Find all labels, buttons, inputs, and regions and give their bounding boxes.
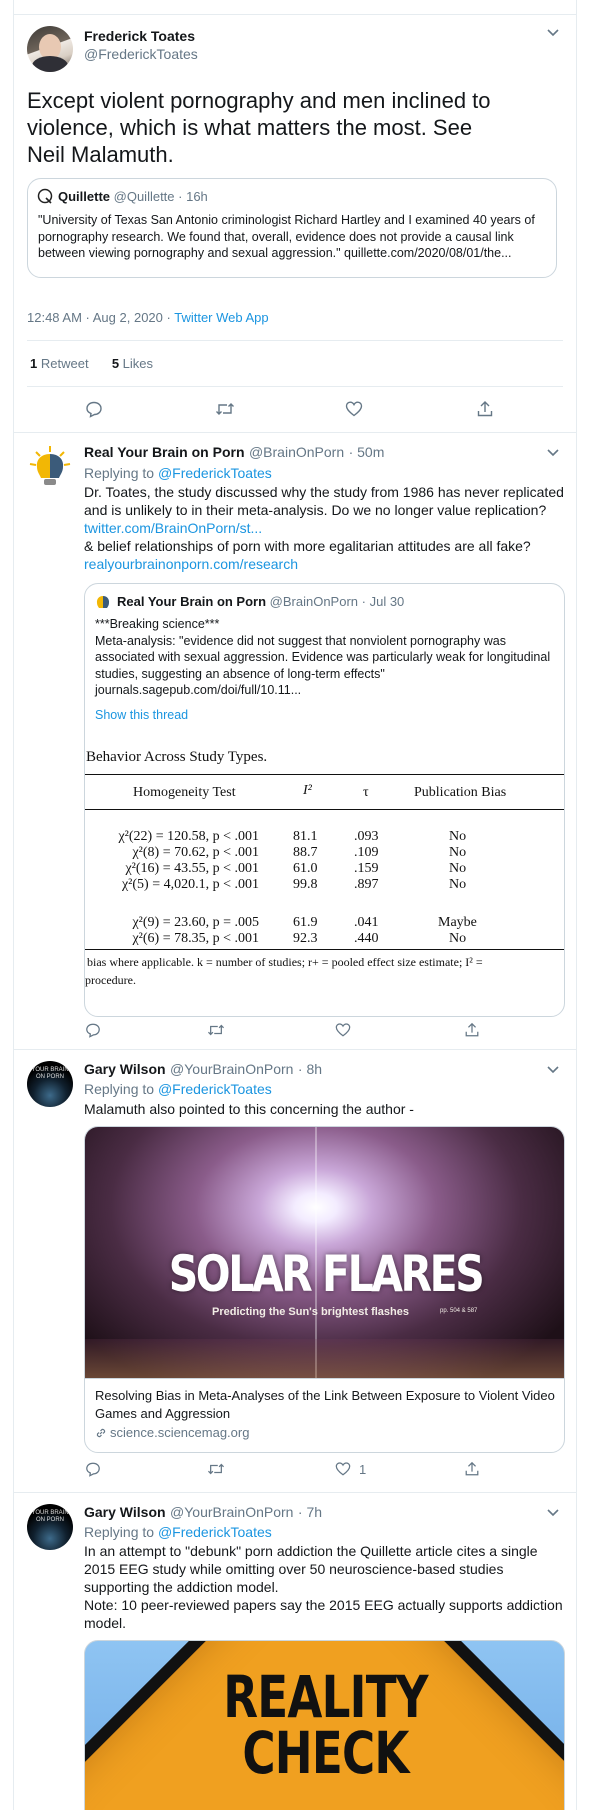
like-count: 1	[359, 1461, 367, 1477]
retweet-count[interactable]: 1	[30, 356, 38, 371]
quoted-text: "University of Texas San Antonio criminologist Richard Hartley and I examined 40 years of pornography research. We found that, overall, evidence does not provide a causal link between viewing pornography and sexual aggression." quillette.com/2020/08/01/the...	[38, 213, 535, 260]
tweet-text-line: Note: 10 peer-reviewed papers say the 2015 EEG actually supports addiction model.	[84, 1597, 563, 1631]
table-cell: No	[449, 877, 467, 892]
like-label[interactable]: Likes	[122, 356, 154, 371]
table-cell: .159	[354, 861, 379, 876]
like-action[interactable]	[335, 1461, 366, 1477]
quillette-logo-icon	[37, 188, 53, 204]
chevron-down-icon[interactable]	[547, 29, 559, 37]
table-cell: χ²(16) = 43.55, p < .001	[125, 861, 259, 876]
quoted-text-line: Meta-analysis: "evidence did not suggest that nonviolent pornography was associated with sexual aggression. Evidence was particularly weak for longitudinal studies, suggesting an absence of long-term effects"	[95, 633, 551, 681]
tweet-link[interactable]: realyourbrainonporn.com/research	[84, 556, 298, 572]
reply-tweet[interactable]	[14, 432, 576, 1049]
author-handle[interactable]: @YourBrainOnPorn	[170, 1504, 294, 1520]
reply-icon[interactable]	[85, 1461, 101, 1477]
table-cell: 88.7	[293, 845, 318, 860]
table-row	[85, 931, 565, 947]
table-cell: 61.9	[293, 915, 318, 930]
retweet-icon[interactable]	[215, 400, 235, 418]
sign-line-1: REALITY	[223, 1663, 428, 1731]
retweet-label[interactable]: Retweet	[40, 356, 89, 371]
quoted-tweet[interactable]	[84, 583, 565, 1017]
chevron-down-icon[interactable]	[547, 1066, 559, 1074]
card-image-subtitle: Predicting the Sun's brightest flashes	[212, 1306, 409, 1318]
replying-label: Replying to	[84, 1524, 155, 1540]
table-cell: No	[449, 829, 467, 844]
tweet-actions	[14, 1022, 576, 1042]
share-icon[interactable]	[464, 1022, 480, 1038]
reply-icon[interactable]	[85, 1022, 101, 1038]
table-cell: .041	[354, 915, 379, 930]
quoted-link: journals.sagepub.com/doi/full/10.11...	[95, 683, 302, 697]
avatar[interactable]	[27, 1061, 73, 1107]
replying-handle[interactable]: @FrederickToates	[157, 1081, 272, 1097]
card-domain: science.sciencemag.org	[110, 1425, 250, 1440]
table-row	[85, 877, 565, 893]
tweet-link[interactable]: twitter.com/BrainOnPorn/st...	[84, 520, 263, 536]
quoted-author-name: Quillette	[58, 189, 111, 204]
heart-icon[interactable]	[335, 1461, 351, 1477]
table-cell: 92.3	[293, 931, 318, 946]
table-row	[85, 861, 565, 877]
table-cell: No	[449, 845, 467, 860]
quoted-author-handle: @Quillette	[113, 189, 175, 204]
replying-label: Replying to	[84, 1081, 155, 1097]
tweet-time[interactable]: · 50m	[348, 444, 385, 460]
share-icon[interactable]	[476, 400, 494, 418]
table-cell: χ²(9) = 23.60, p = .005	[132, 915, 259, 930]
avatar[interactable]	[27, 26, 73, 72]
tweet-text: Malamuth also pointed to this concerning the author -	[84, 1101, 414, 1117]
tweet-text-line: Dr. Toates, the study discussed why the study from 1986 has never replicated and is unlikely to in their meta-analysis. Do we no longer value replication?	[84, 484, 564, 518]
author-handle[interactable]: @FrederickToates	[84, 46, 198, 62]
replying-handle[interactable]: @FrederickToates	[157, 465, 272, 481]
heart-icon[interactable]	[345, 400, 363, 418]
quoted-text	[95, 616, 557, 723]
avatar[interactable]	[27, 1504, 73, 1550]
reply-icon[interactable]	[85, 400, 103, 418]
author-name[interactable]: Frederick Toates	[84, 28, 196, 44]
reply-tweet[interactable]	[14, 1492, 576, 1810]
engagement-stats	[30, 356, 153, 371]
reply-tweet[interactable]	[14, 1049, 576, 1492]
main-tweet	[14, 14, 576, 432]
quoted-time: · 16h	[178, 189, 208, 204]
tweet-source[interactable]: Twitter Web App	[174, 310, 269, 325]
author-handle[interactable]: @YourBrainOnPorn	[170, 1061, 294, 1077]
table-cell: 61.0	[293, 861, 318, 876]
table-cell: .897	[354, 877, 379, 892]
quoted-author-handle: @BrainOnPorn	[269, 594, 359, 609]
like-count[interactable]: 5	[111, 356, 120, 371]
table-cell: .109	[354, 845, 379, 860]
table-cell: 81.1	[293, 829, 318, 844]
retweet-icon[interactable]	[207, 1022, 225, 1038]
table-cell: 99.8	[293, 877, 318, 892]
avatar-text: YOUR BRAIN ON PORN	[31, 1510, 69, 1523]
tweet-image[interactable]	[84, 1640, 565, 1810]
author-name[interactable]: Gary Wilson	[84, 1061, 166, 1077]
link-card[interactable]	[84, 1126, 565, 1453]
link-icon	[95, 1427, 107, 1439]
quoted-author-name: Real Your Brain on Porn	[117, 594, 267, 609]
tweet-actions	[14, 1461, 576, 1481]
table-header: τ	[363, 785, 369, 800]
table-header: Homogeneity Test	[133, 785, 236, 800]
table-footnote: bias where applicable. k = number of studies; r+ = pooled effect size estimate; I² =	[87, 955, 483, 969]
table-row	[85, 845, 565, 861]
tweet-time[interactable]: · 7h	[297, 1504, 323, 1520]
table-cell: χ²(6) = 78.35, p < .001	[132, 931, 259, 946]
table-cell: χ²(5) = 4,020.1, p < .001	[121, 877, 259, 892]
table-footnote: procedure.	[85, 973, 136, 987]
card-title: Resolving Bias in Meta-Analyses of the Link Between Exposure to Violent Video Games and Aggression	[95, 1388, 555, 1421]
card-image[interactable]	[85, 1127, 565, 1378]
tweet-time[interactable]: · 8h	[297, 1061, 323, 1077]
table-row	[85, 915, 565, 931]
timeline	[13, 0, 577, 1810]
tweet-actions	[14, 400, 576, 420]
table-image[interactable]	[85, 749, 565, 1017]
table-cell: .440	[354, 931, 379, 946]
quoted-time: · Jul 30	[361, 594, 405, 609]
avatar[interactable]	[27, 444, 73, 490]
card-image-pages: pp. 504 & 587	[440, 1308, 478, 1314]
author-handle[interactable]: @BrainOnPorn	[248, 444, 345, 460]
chevron-down-icon[interactable]	[547, 449, 559, 457]
replying-handle[interactable]: @FrederickToates	[157, 1524, 272, 1540]
heart-icon[interactable]	[335, 1022, 351, 1038]
replying-label: Replying to	[84, 465, 155, 481]
tweet-text: Except violent pornography and men inclined to violence, which is what matters the most. See Neil Malamuth.	[27, 88, 491, 167]
avatar-text: YOUR BRAIN ON PORN	[31, 1067, 69, 1080]
tweet-timestamp[interactable]: 12:48 AM · Aug 2, 2020 ·	[27, 310, 171, 325]
brain-logo-icon	[94, 594, 112, 612]
table-cell: χ²(8) = 70.62, p < .001	[132, 845, 259, 860]
table-cell: Maybe	[438, 915, 477, 930]
card-image-title: SOLAR FLARES	[168, 1245, 483, 1303]
sign-line-2: CHECK	[242, 1719, 409, 1787]
table-header: Publication Bias	[414, 785, 507, 800]
table-cell: χ²(22) = 120.58, p < .001	[118, 829, 259, 844]
tweet-text	[84, 1542, 564, 1632]
retweet-icon[interactable]	[207, 1461, 225, 1477]
tweet-text-line: In an attempt to "debunk" porn addiction the Quillette article cites a single 2015 EEG study while omitting over 50 neuroscience-based studies supporting the addiction model.	[84, 1543, 538, 1595]
table-cell: No	[449, 931, 467, 946]
chevron-down-icon[interactable]	[547, 1509, 559, 1517]
author-name[interactable]: Real Your Brain on Porn	[84, 444, 245, 460]
table-row	[85, 829, 565, 845]
table-cell: No	[449, 861, 467, 876]
show-thread-link[interactable]: Show this thread	[95, 707, 189, 722]
tweet-text	[84, 483, 564, 573]
author-name[interactable]: Gary Wilson	[84, 1504, 166, 1520]
tweet-text-line: & belief relationships of porn with more egalitarian attitudes are all fake?	[84, 538, 531, 554]
table-header: I²	[303, 783, 312, 798]
quoted-tweet[interactable]	[27, 178, 557, 278]
table-caption: Behavior Across Study Types.	[86, 749, 268, 765]
quoted-text-line: ***Breaking science***	[95, 617, 220, 631]
share-icon[interactable]	[464, 1461, 480, 1477]
table-cell: .093	[354, 829, 379, 844]
